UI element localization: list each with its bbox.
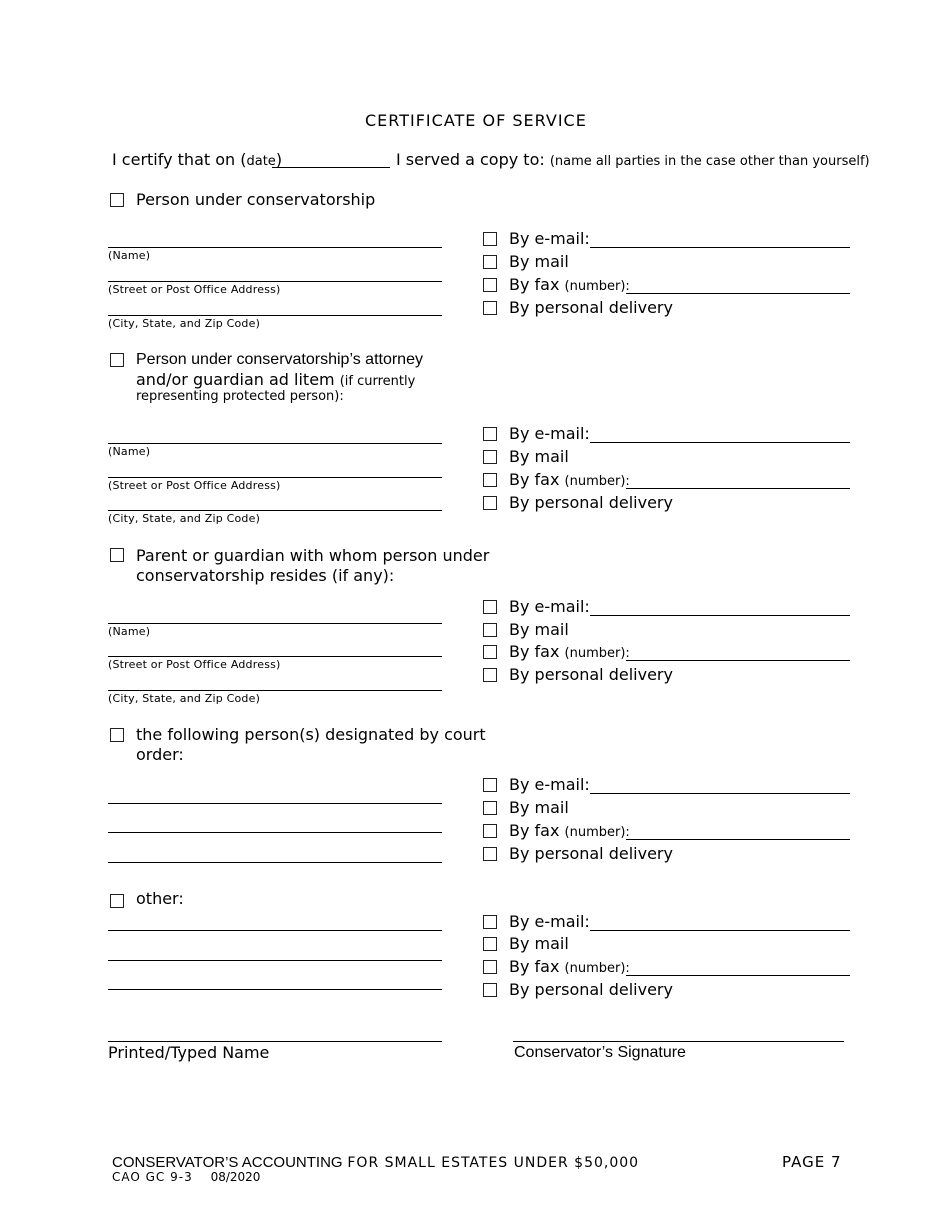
email-label: By e-mail:	[509, 424, 590, 443]
p2-personal-checkbox[interactable]	[483, 496, 497, 510]
name-caption: (Name)	[108, 625, 151, 638]
form-title-b: FOR SMALL ESTATES UNDER $50,000	[347, 1155, 640, 1171]
name-caption: (Name)	[108, 249, 151, 262]
signature-label: Conservator’s Signature	[514, 1044, 686, 1061]
p1-fax-field[interactable]	[626, 293, 850, 294]
p4-email-field[interactable]	[590, 793, 850, 794]
certify-text: I certify that on (	[112, 150, 247, 169]
p5-fax-field[interactable]	[626, 975, 850, 976]
party4-checkbox[interactable]	[110, 728, 124, 742]
form-title-a: CONSERVATOR’S ACCOUNTING	[112, 1154, 343, 1171]
party3-line1: Parent or guardian with whom person under	[136, 546, 490, 565]
fax-text: By fax	[509, 470, 560, 489]
p1-personal-checkbox[interactable]	[483, 301, 497, 315]
signature-field[interactable]	[513, 1041, 844, 1042]
party2-line1: Person under conservatorship’s attorney	[136, 351, 423, 368]
p3-fax-field[interactable]	[626, 660, 850, 661]
personal-label: By personal delivery	[509, 298, 673, 317]
p4-fax-checkbox[interactable]	[483, 824, 497, 838]
p2-email-checkbox[interactable]	[483, 427, 497, 441]
fax-note: (number):	[564, 279, 630, 294]
p4-mail-checkbox[interactable]	[483, 801, 497, 815]
page-title: CERTIFICATE OF SERVICE	[365, 111, 587, 130]
party2-line2-text: and/or guardian ad litem	[136, 370, 335, 389]
street-caption: (Street or Post Office Address)	[108, 283, 281, 296]
personal-label: By personal delivery	[509, 665, 673, 684]
city-caption: (City, State, and Zip Code)	[108, 317, 261, 330]
mail-label: By mail	[509, 934, 569, 953]
fax-text: By fax	[509, 821, 560, 840]
page-number: PAGE 7	[782, 1153, 842, 1171]
date-label: date	[246, 154, 276, 169]
p2-fax-field[interactable]	[626, 488, 850, 489]
fax-text: By fax	[509, 642, 560, 661]
printed-name-label: Printed/Typed Name	[108, 1043, 270, 1062]
fax-note: (number):	[564, 474, 630, 489]
party1-city-field[interactable]	[108, 315, 442, 316]
p2-mail-checkbox[interactable]	[483, 450, 497, 464]
party1-checkbox[interactable]	[110, 193, 124, 207]
mail-label: By mail	[509, 447, 569, 466]
party3-city-field[interactable]	[108, 690, 442, 691]
party3-street-field[interactable]	[108, 656, 442, 657]
p2-email-field[interactable]	[590, 442, 850, 443]
party5-line-field-3[interactable]	[108, 989, 442, 990]
close-paren: )	[275, 150, 283, 169]
party3-checkbox[interactable]	[110, 548, 124, 562]
fax-note: (number):	[564, 646, 630, 661]
fax-label	[509, 275, 630, 294]
party4-line-field-3[interactable]	[108, 862, 442, 863]
printed-name-field[interactable]	[108, 1041, 442, 1042]
fax-label	[509, 821, 630, 840]
party5-line-field-2[interactable]	[108, 960, 442, 961]
fax-text: By fax	[509, 275, 560, 294]
p5-fax-checkbox[interactable]	[483, 960, 497, 974]
p5-personal-checkbox[interactable]	[483, 983, 497, 997]
mail-label: By mail	[509, 620, 569, 639]
party2-note1: (if currently	[339, 374, 416, 389]
email-label: By e-mail:	[509, 912, 590, 931]
email-label: By e-mail:	[509, 597, 590, 616]
fax-label	[509, 470, 630, 489]
p4-personal-checkbox[interactable]	[483, 847, 497, 861]
served-text: I served a copy to:	[396, 150, 545, 169]
party2-line2	[136, 370, 415, 389]
party5-checkbox[interactable]	[110, 894, 124, 908]
form-date: 08/2020	[210, 1170, 261, 1184]
certify-line	[112, 150, 282, 169]
party2-street-field[interactable]	[108, 477, 442, 478]
fax-label	[509, 957, 630, 976]
party5-line-field-1[interactable]	[108, 930, 442, 931]
street-caption: (Street or Post Office Address)	[108, 479, 281, 492]
p1-email-checkbox[interactable]	[483, 232, 497, 246]
party4-line1: the following person(s) designated by court	[136, 725, 486, 744]
served-note: (name all parties in the case other than yourself)	[549, 154, 870, 169]
party3-name-field[interactable]	[108, 623, 442, 624]
fax-note: (number):	[564, 961, 630, 976]
mail-label: By mail	[509, 798, 569, 817]
city-caption: (City, State, and Zip Code)	[108, 512, 261, 525]
p1-fax-checkbox[interactable]	[483, 278, 497, 292]
p3-fax-checkbox[interactable]	[483, 645, 497, 659]
fax-label	[509, 642, 630, 661]
fax-text: By fax	[509, 957, 560, 976]
p2-fax-checkbox[interactable]	[483, 473, 497, 487]
email-label: By e-mail:	[509, 229, 590, 248]
party1-name-field[interactable]	[108, 247, 442, 248]
form-title	[112, 1153, 639, 1171]
name-caption: (Name)	[108, 445, 151, 458]
p3-mail-checkbox[interactable]	[483, 623, 497, 637]
street-caption: (Street or Post Office Address)	[108, 658, 281, 671]
p4-fax-field[interactable]	[626, 839, 850, 840]
party1-label: Person under conservatorship	[136, 190, 376, 209]
party4-line2: order:	[136, 745, 184, 764]
p1-email-field[interactable]	[590, 247, 850, 248]
p3-email-checkbox[interactable]	[483, 600, 497, 614]
email-label: By e-mail:	[509, 775, 590, 794]
party2-name-field[interactable]	[108, 443, 442, 444]
served-line	[396, 150, 870, 169]
p3-personal-checkbox[interactable]	[483, 668, 497, 682]
party3-line2: conservatorship resides (if any):	[136, 566, 395, 585]
personal-label: By personal delivery	[509, 980, 673, 999]
p3-email-field[interactable]	[590, 615, 850, 616]
party2-note2: representing protected person):	[136, 389, 344, 404]
mail-label: By mail	[509, 252, 569, 271]
p4-email-checkbox[interactable]	[483, 778, 497, 792]
personal-label: By personal delivery	[509, 844, 673, 863]
personal-label: By personal delivery	[509, 493, 673, 512]
party4-line-field-1[interactable]	[108, 803, 442, 804]
form-code-line	[112, 1170, 260, 1184]
p5-email-checkbox[interactable]	[483, 915, 497, 929]
party5-label: other:	[136, 889, 184, 908]
form-code: CAO GC 9-3	[112, 1170, 193, 1184]
party2-city-field[interactable]	[108, 510, 442, 511]
fax-note: (number):	[564, 825, 630, 840]
city-caption: (City, State, and Zip Code)	[108, 692, 261, 705]
date-field[interactable]	[272, 167, 390, 168]
p1-mail-checkbox[interactable]	[483, 255, 497, 269]
p5-mail-checkbox[interactable]	[483, 937, 497, 951]
party4-line-field-2[interactable]	[108, 832, 442, 833]
p5-email-field[interactable]	[590, 930, 850, 931]
party2-checkbox[interactable]	[110, 353, 124, 367]
party1-street-field[interactable]	[108, 281, 442, 282]
